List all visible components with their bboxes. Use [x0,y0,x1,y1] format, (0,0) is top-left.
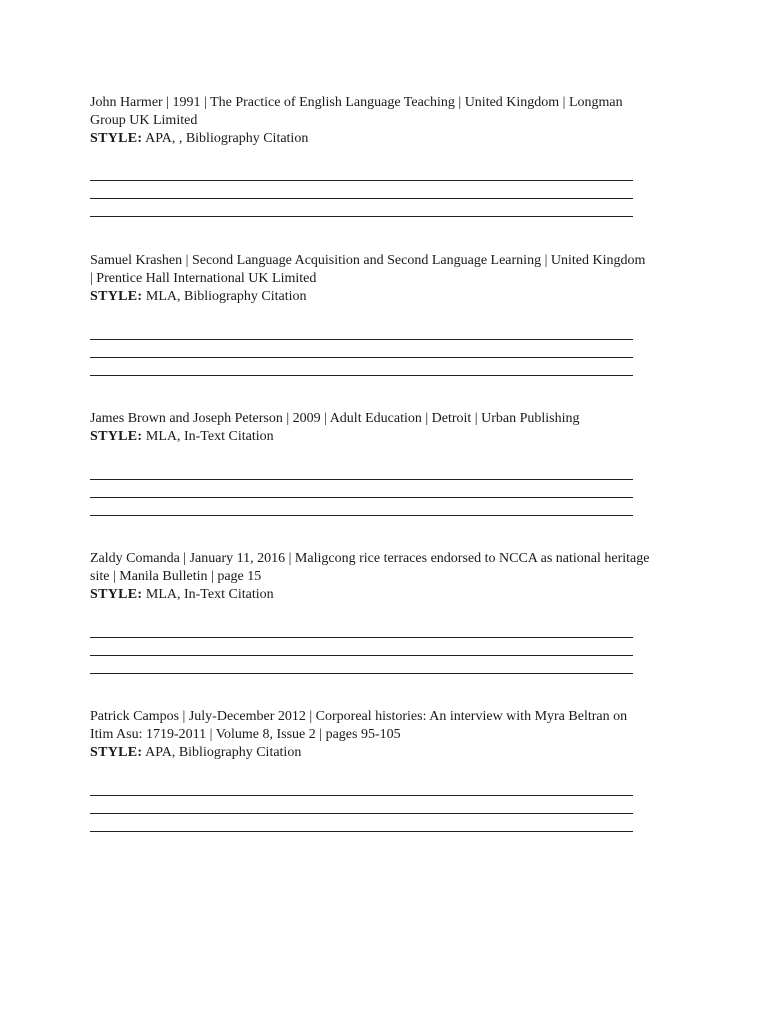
exercise-1 [90,94,650,148]
reference-text: Zaldy Comanda | January 11, 2016 | Maligcong rice terraces endorsed to NCCA as national heritage site | Manila Bulletin | page 15 [90,551,650,584]
answer-line [90,831,633,832]
reference-text: Samuel Krashen | Second Language Acquisition and Second Language Learning | United Kingdom | Prentice Hall International UK Limited [90,253,646,286]
answer-line [90,339,633,340]
answer-lines [90,479,633,533]
answer-line [90,198,633,199]
style-line [90,744,650,762]
style-value: MLA, In-Text Citation [145,587,274,602]
reference-text: John Harmer | 1991 | The Practice of English Language Teaching | United Kingdom | Longman Group UK Limited [90,95,623,128]
style-label: STYLE: [90,289,143,304]
answer-line [90,357,633,358]
answer-line [90,180,633,181]
style-label: STYLE: [90,429,143,444]
style-value: MLA, Bibliography Citation [145,289,307,304]
answer-line [90,375,633,376]
answer-line [90,673,633,674]
style-label: STYLE: [90,587,143,602]
style-label: STYLE: [90,131,143,146]
reference-text: James Brown and Joseph Peterson | 2009 | Adult Education | Detroit | Urban Publishing [90,411,580,426]
answer-line [90,637,633,638]
exercise-4 [90,550,650,604]
answer-lines [90,795,633,849]
style-value: APA, , Bibliography Citation [145,131,309,146]
style-label: STYLE: [90,745,143,760]
answer-line [90,497,633,498]
style-line [90,428,650,446]
answer-lines [90,637,633,691]
style-line [90,288,650,306]
exercise-5 [90,708,650,762]
answer-lines [90,339,633,393]
exercise-3 [90,410,650,446]
answer-line [90,655,633,656]
answer-lines [90,180,633,234]
style-line [90,130,650,148]
style-line [90,586,650,604]
style-value: APA, Bibliography Citation [145,745,302,760]
answer-line [90,515,633,516]
answer-line [90,216,633,217]
reference-text: Patrick Campos | July-December 2012 | Corporeal histories: An interview with Myra Beltran on Itim Asu: 1719-2011 | Volume 8, Issue 2 | pages 95-105 [90,709,628,742]
answer-line [90,813,633,814]
exercise-2 [90,252,650,306]
answer-line [90,479,633,480]
answer-line [90,795,633,796]
style-value: MLA, In-Text Citation [145,429,274,444]
